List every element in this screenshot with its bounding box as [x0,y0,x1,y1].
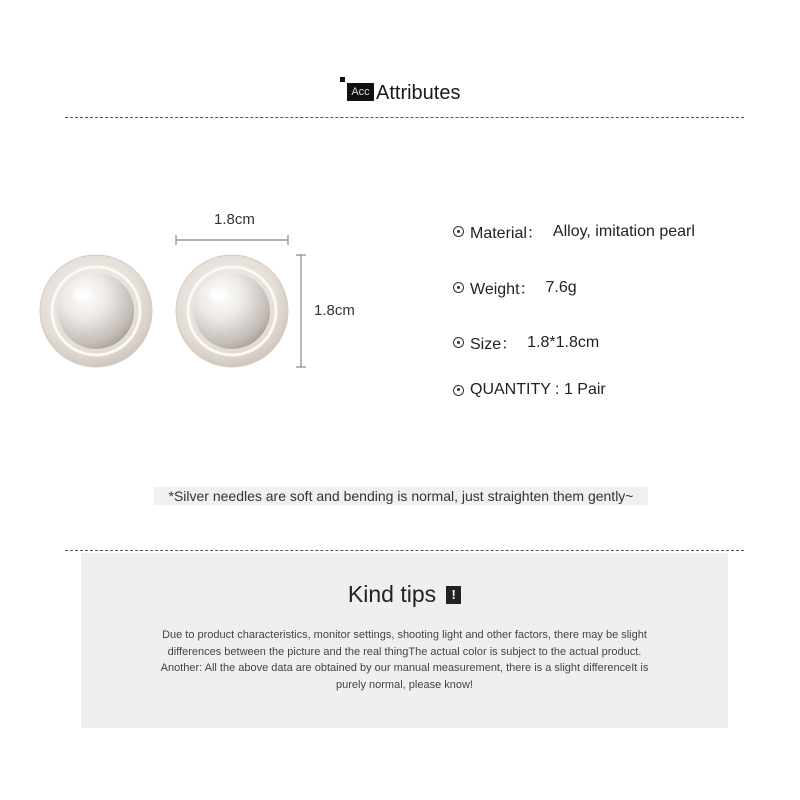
attribute-value: 7.6g [545,278,577,296]
tips-line: purely normal, please know! [336,678,473,691]
width-label: 1.8cm [214,211,255,228]
kind-tips-panel [81,553,728,728]
attribute-row-material [453,220,695,243]
attribute-label: Size： [470,336,518,353]
attribute-value: Alloy, imitation pearl [552,222,695,240]
width-dimension-line [176,235,288,245]
kind-tips-text [111,627,698,693]
earring-left [40,255,152,367]
height-dimension-line [296,255,306,367]
header-dot [340,77,345,82]
attribute-label: Material： [470,225,543,242]
page-title: Attributes [376,82,461,104]
earring-right [176,255,288,367]
divider-top [65,117,744,118]
bullet-icon [453,385,464,396]
exclamation-icon: ! [446,586,461,604]
tips-line: Due to product characteristics, monitor settings, shooting light and other factors, there may be slight [162,629,647,641]
kind-tips-heading [81,581,728,608]
divider-middle [65,550,744,551]
kind-tips-title: Kind tips [347,581,437,607]
attribute-row-weight [453,276,577,299]
tips-line: differences between the picture and the real thingThe actual color is subject to the actual product. [167,645,642,658]
header-badge: Acc [347,83,374,101]
attribute-row-quantity [453,381,606,399]
tips-line: Another: All the above data are obtained by our manual measurement, there is a slight differenceIt is [160,662,649,674]
attribute-value: 1.8*1.8cm [527,333,600,351]
height-label: 1.8cm [314,302,355,319]
bullet-icon [453,282,464,293]
care-note: *Silver needles are soft and bending is normal, just straighten them gently~ [154,487,648,505]
bullet-icon [453,226,464,237]
attribute-label: QUANTITY : 1 Pair [470,381,606,398]
bullet-icon [453,337,464,348]
attribute-row-size [453,331,599,354]
attribute-label: Weight： [470,281,536,298]
